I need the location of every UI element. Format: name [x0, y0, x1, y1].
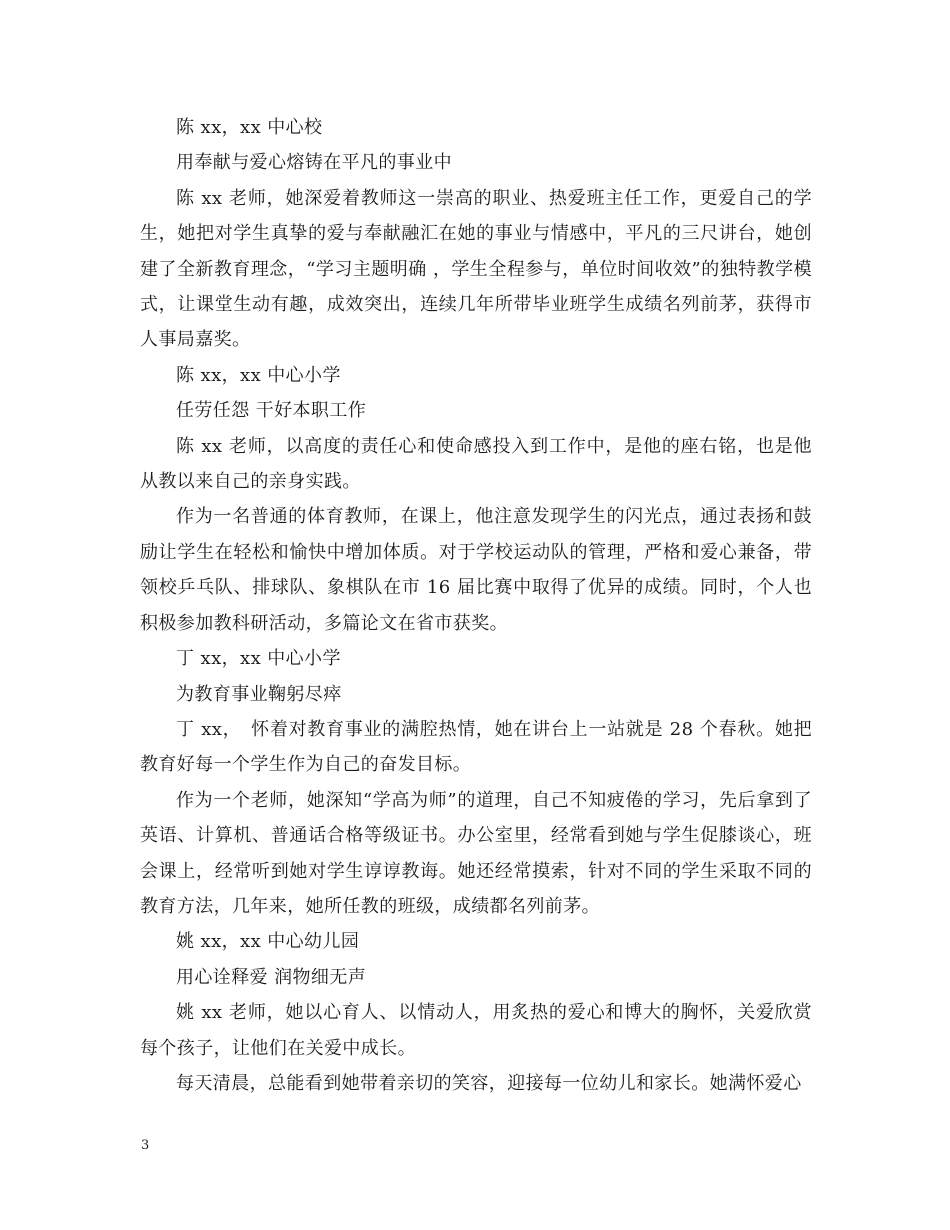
body-paragraph: 丁 xx， 怀着对教育事业的满腔热情，她在讲台上一站就是 28 个春秋。她把教育好每一个学生作为自己的奋发目标。 [140, 718, 812, 776]
document-body [140, 110, 812, 1101]
section-title: 用心诠释爱 润物细无声 [176, 966, 367, 988]
body-paragraph: 作为一个老师，她深知“学高为师”的道理，自己不知疲倦的学习，先后拿到了英语、计算机、普通话合格等级证书。办公室里，经常看到她与学生促膝谈心，班会课上，经常听到她对学生谆谆教诲。她还经常摸索，针对不同的学生采取不同的教育方法，几年来，她所任教的班级，成绩都名列前茅。 [140, 789, 812, 917]
body-paragraph: 陈 xx 老师，她深爱着教师这一崇高的职业、热爱班主任工作，更爱自己的学生，她把对学生真挚的爱与奉献融汇在她的事业与情感中，平凡的三尺讲台，她创建了全新教育理念，“学习主题明确 ，学生全程参与，单位时间收效”的独特教学模式，让课堂生动有趣，成效突出，连续几年所带毕业班学生成绩名列前茅，获得市人事局嘉奖。 [140, 187, 812, 351]
body-paragraph: 作为一名普通的体育教师，在课上，他注意发现学生的闪光点，通过表扬和鼓励让学生在轻松和愉快中增加体质。对于学校运动队的管理，严格和爱心兼备，带领校乒乓队、排球队、象棋队在市 16 届比赛中取得了优异的成绩。同时，个人也积极参加教科研活动，多篇论文在省市获奖。 [140, 506, 812, 634]
section-title: 为教育事业鞠躬尽瘁 [176, 683, 342, 705]
page-number: 3 [141, 1138, 150, 1153]
section-title: 任劳任怨 干好本职工作 [176, 400, 367, 422]
section-title: 用奉献与爱心熔铸在平凡的事业中 [176, 152, 452, 174]
body-paragraph: 姚 xx 老师，她以心育人、以情动人，用炙热的爱心和博大的胸怀，关爱欣赏每个孩子，让他们在关爱中成长。 [140, 1002, 812, 1059]
body-paragraph: 每天清晨，总能看到她带着亲切的笑容，迎接每一位幼儿和家长。她满怀爱心 [176, 1072, 802, 1094]
teacher-heading: 陈 xx，xx 中心校 [176, 117, 323, 138]
teacher-heading: 陈 xx，xx 中心小学 [176, 364, 341, 386]
teacher-heading: 丁 xx，xx 中心小学 [176, 648, 341, 670]
body-paragraph: 陈 xx 老师，以高度的责任心和使命感投入到工作中，是他的座右铭，也是他从教以来自己的亲身实践。 [140, 435, 812, 493]
teacher-heading: 姚 xx，xx 中心幼儿园 [176, 931, 360, 953]
